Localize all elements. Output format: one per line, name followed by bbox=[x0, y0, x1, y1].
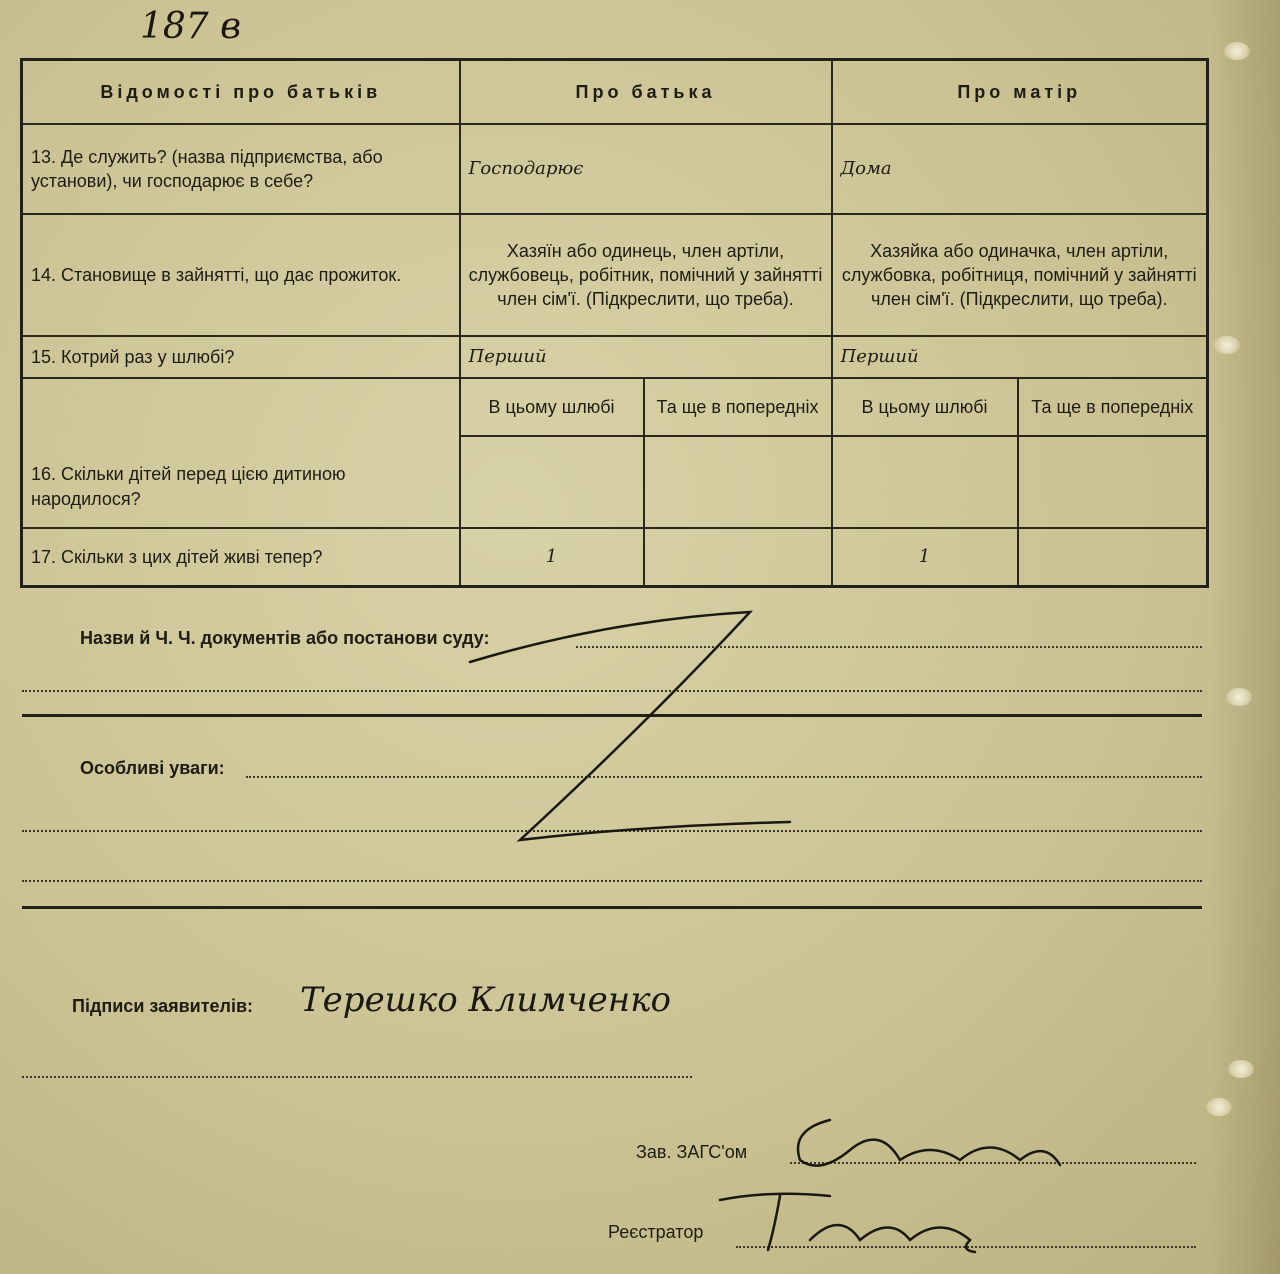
q14-mother-options: Хазяйка або одиначка, член артіли, службовка, робітниця, помічний у зайнятті член сім'ї. (Підкреслити, що треба). bbox=[832, 214, 1208, 336]
header-father: Про батька bbox=[460, 60, 832, 125]
q15-mother-value: Перший bbox=[832, 336, 1208, 378]
q13-father-value: Господарює bbox=[460, 124, 832, 214]
q13-label: 13. Де служить? (назва підприємства, або установи), чи господарює в себе? bbox=[22, 124, 460, 214]
zags-head-label: Зав. ЗАГС'ом bbox=[636, 1142, 748, 1162]
applicant-signatures: Терешко Климченко bbox=[300, 980, 671, 1020]
q16-father-previous: Та ще в попередніх bbox=[644, 378, 832, 436]
archive-number: 187 в bbox=[140, 6, 242, 47]
q16-mother-previous: Та ще в попередніх bbox=[1018, 378, 1208, 436]
q14-label: 14. Становище в зайнятті, що дає прожиток. bbox=[22, 214, 460, 336]
q16-father-this-marriage: В цьому шлюбі bbox=[460, 378, 644, 436]
q17-mother-this-marriage: 1 bbox=[832, 528, 1018, 586]
q16-mother-this-marriage: В цьому шлюбі bbox=[832, 378, 1018, 436]
registrar-label: Реєстратор bbox=[608, 1222, 704, 1242]
q15-father-value: Перший bbox=[460, 336, 832, 378]
q16-label: 16. Скільки дітей перед цією дитиною народилося? bbox=[22, 378, 460, 528]
q17-father-this-marriage: 1 bbox=[460, 528, 644, 586]
q13-mother-value: Дома bbox=[832, 124, 1208, 214]
header-mother: Про матір bbox=[832, 60, 1208, 125]
q17-label: 17. Скільки з цих дітей живі тепер? bbox=[22, 528, 460, 586]
signatures-label: Підписи заявителів: bbox=[72, 996, 254, 1016]
remarks-label: Особливі уваги: bbox=[80, 758, 225, 778]
q14-father-options: Хазяїн або одинець, член артіли, службовець, робітник, помічний у зайнятті член сім'ї. (Підкреслити, що треба). bbox=[460, 214, 832, 336]
q15-label: 15. Котрий раз у шлюбі? bbox=[22, 336, 460, 378]
header-parents-info: Відомості про батьків bbox=[22, 60, 460, 125]
documents-label: Назви й Ч. Ч. документів або постанови суду: bbox=[80, 628, 490, 648]
